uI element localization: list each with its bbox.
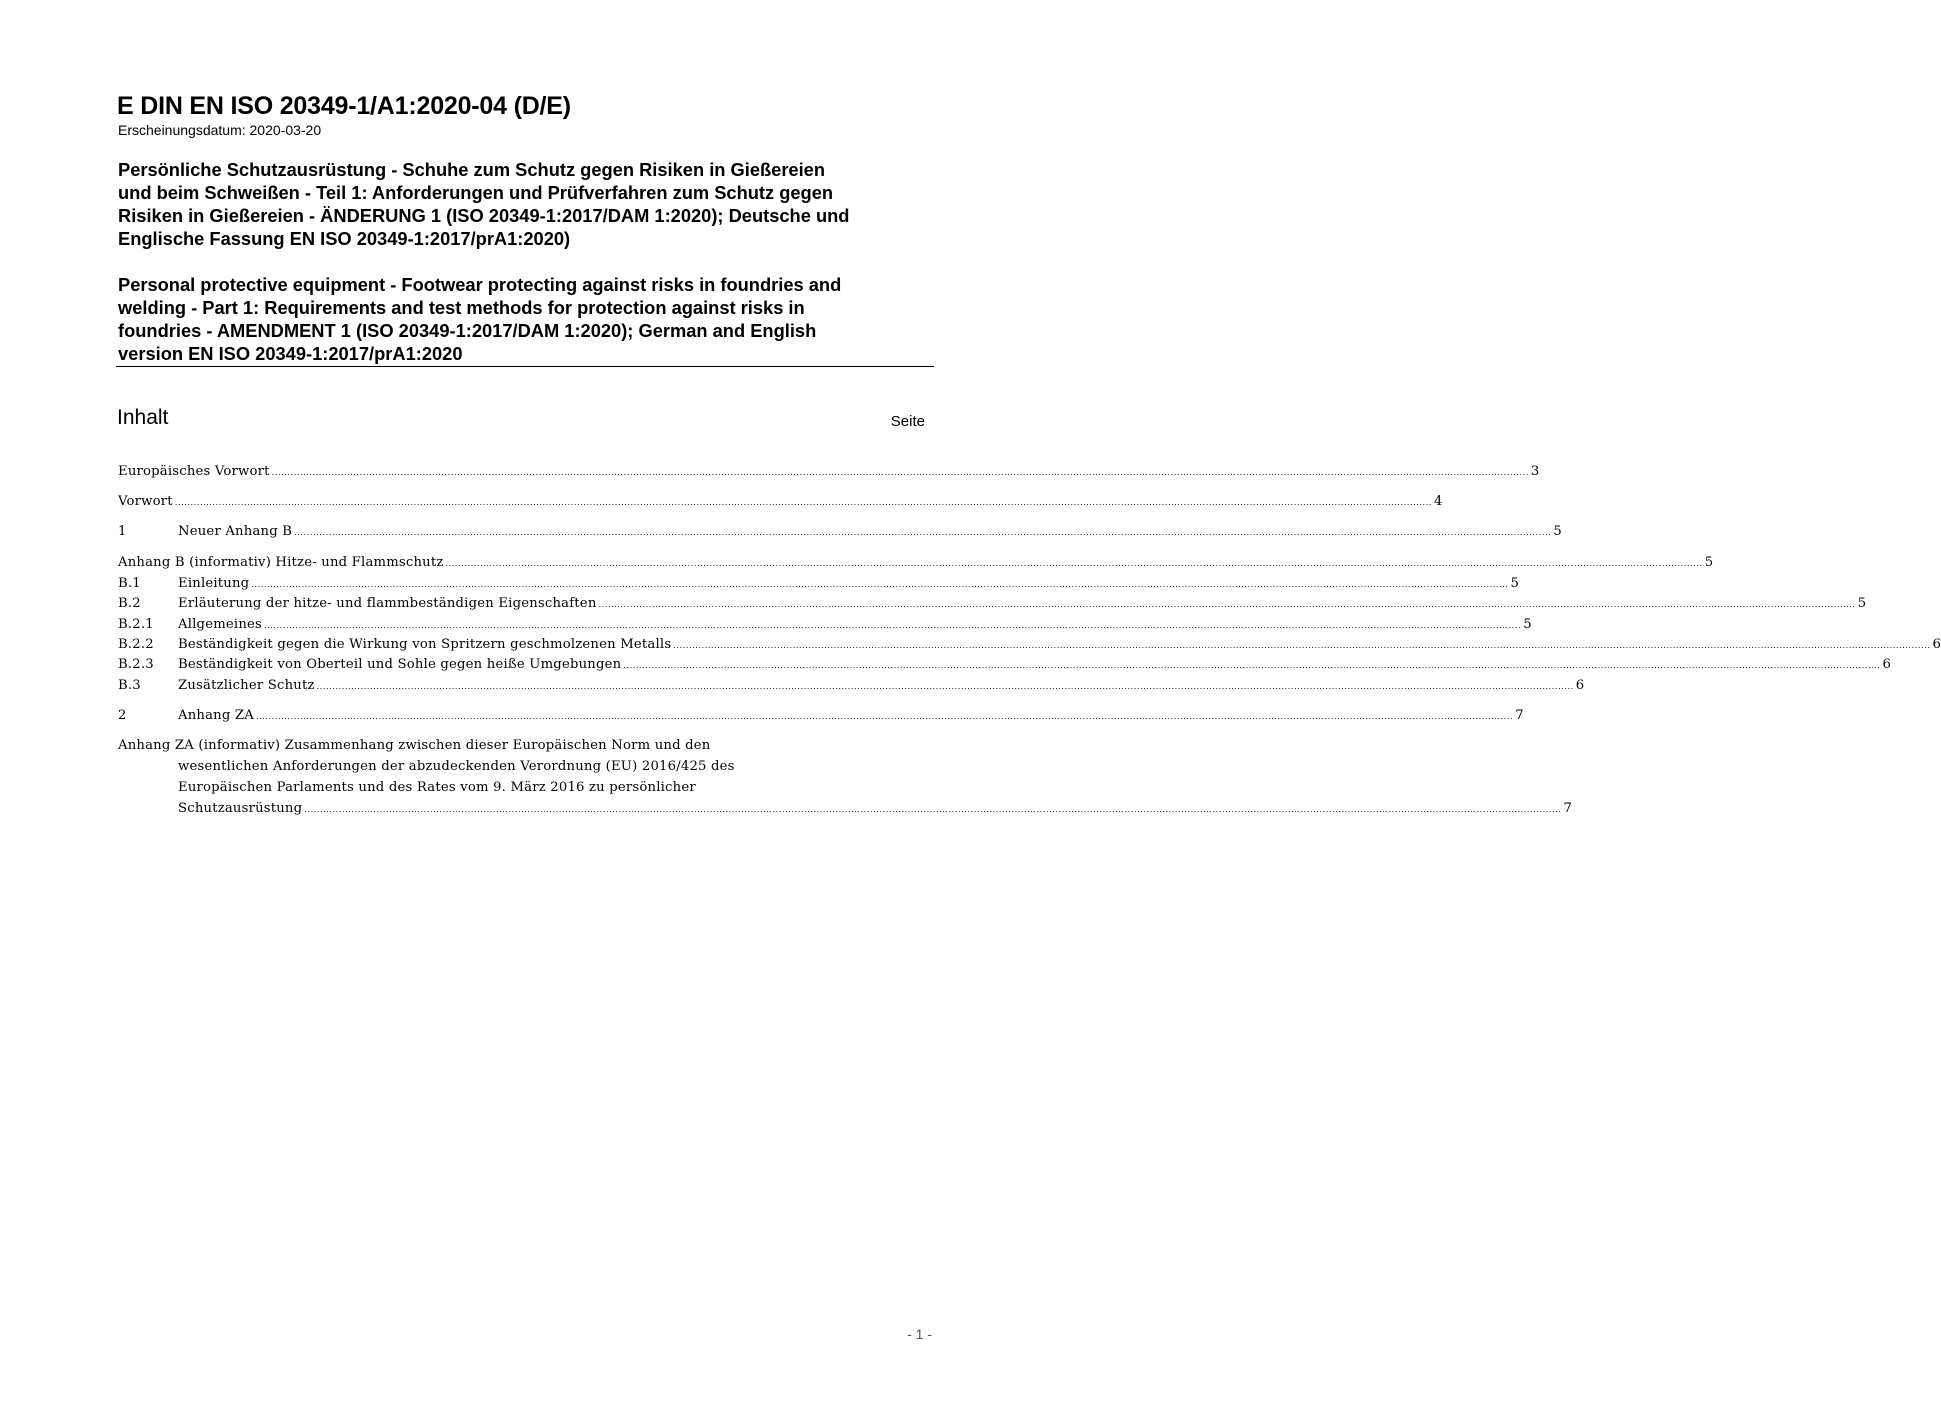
toc-entry-label: Beständigkeit gegen die Wirkung von Spritzern geschmolzenen Metalls <box>178 637 672 652</box>
toc-entry[interactable] <box>118 678 1585 698</box>
page-number: - 1 - <box>907 1326 932 1342</box>
toc-leader: ................................................................................................................................................................................................................................................................................................................................................................................................................ <box>271 468 1529 477</box>
title-german-line: und beim Schweißen - Teil 1: Anforderungen und Prüfverfahren zum Schutz gegen <box>118 182 834 203</box>
toc-entry-page: 5 <box>1857 596 1867 611</box>
document-id: E DIN EN ISO 20349-1/A1:2020-04 (D/E) <box>117 92 571 120</box>
toc-entry-page: 5 <box>1523 617 1532 632</box>
toc-entry-page: 5 <box>1510 576 1520 591</box>
toc-entry[interactable] <box>118 637 1941 657</box>
toc-entry-number: B.3 <box>118 678 141 693</box>
toc-entry[interactable] <box>118 657 1892 677</box>
toc-leader: ................................................................................................................................................................................................................................................................................................................................................................................................................ <box>445 559 1703 568</box>
toc-entry-number: B.2.3 <box>118 657 154 672</box>
toc-entry-number: B.2.2 <box>118 637 154 652</box>
toc-leader: ................................................................................................................................................................................................................................................................................................................................................................................................................ <box>264 621 1522 630</box>
toc-leader: ................................................................................................................................................................................................................................................................................................................................................................................................................ <box>251 580 1509 589</box>
toc-entry-label: Allgemeines <box>178 617 262 632</box>
toc-entry-number: B.2 <box>118 596 141 611</box>
toc-entry-number: B.1 <box>118 576 141 591</box>
toc-entry-label: Anhang B (informativ) Hitze- und Flammschutz <box>118 555 444 570</box>
toc-entry-page: 7 <box>1515 708 1524 723</box>
toc-leader: ................................................................................................................................................................................................................................................................................................................................................................................................................ <box>598 600 1856 609</box>
toc-entry-page: 3 <box>1530 464 1540 479</box>
toc-entry-label-continued: wesentlichen Anforderungen der abzudeckenden Verordnung (EU) 2016/425 des <box>178 759 735 774</box>
toc-entry-label: Europäisches Vorwort <box>118 464 270 479</box>
title-english <box>118 273 933 365</box>
toc-entry-label: Zusätzlicher Schutz <box>178 678 315 693</box>
toc-leader: ................................................................................................................................................................................................................................................................................................................................................................................................................ <box>174 498 1432 507</box>
title-english-line: version EN ISO 20349-1:2017/prA1:2020 <box>118 343 463 364</box>
toc-entry[interactable] <box>118 596 1867 616</box>
toc-entry[interactable] <box>118 617 1532 637</box>
toc-entry-page: 6 <box>1932 637 1941 652</box>
title-german-line: Englische Fassung EN ISO 20349-1:2017/prA1:2020) <box>118 228 571 249</box>
toc-entry-label: Beständigkeit von Oberteil und Sohle gegen heiße Umgebungen <box>178 657 622 672</box>
toc-page-column-label: Seite <box>890 413 925 430</box>
toc-entry-number: B.2.1 <box>118 617 154 632</box>
toc-entry[interactable] <box>118 708 1524 728</box>
toc-entry-page: 6 <box>1575 678 1585 693</box>
toc-entry-label-continued: Schutzausrüstung <box>178 801 303 816</box>
toc-leader: ................................................................................................................................................................................................................................................................................................................................................................................................................ <box>316 682 1574 691</box>
toc-entry[interactable] <box>118 555 1714 575</box>
toc-entry[interactable] <box>118 464 1540 484</box>
toc-entry-label: Erläuterung der hitze- und flammbeständigen Eigenschaften <box>178 596 597 611</box>
toc-leader: ................................................................................................................................................................................................................................................................................................................................................................................................................ <box>304 805 1562 814</box>
title-divider <box>116 366 934 367</box>
toc-entry-label: Neuer Anhang B <box>178 524 293 539</box>
toc-entry-number: 1 <box>118 524 127 539</box>
toc-entry-page: 5 <box>1704 555 1714 570</box>
toc-entry-last-line <box>118 801 1573 822</box>
toc-entry-annex-za[interactable] <box>118 738 1573 822</box>
publication-date: Erscheinungsdatum: 2020-03-20 <box>118 122 322 138</box>
toc-entry[interactable] <box>118 524 1562 544</box>
toc-leader: ................................................................................................................................................................................................................................................................................................................................................................................................................ <box>256 712 1514 721</box>
toc-entry-label-continued: Europäischen Parlaments und des Rates vom 9. März 2016 zu persönlicher <box>178 780 696 795</box>
title-german-line: Persönliche Schutzausrüstung - Schuhe zum Schutz gegen Risiken in Gießereien <box>118 159 826 180</box>
toc-leader: ................................................................................................................................................................................................................................................................................................................................................................................................................ <box>294 528 1552 537</box>
toc-heading: Inhalt <box>117 406 169 429</box>
toc-entry[interactable] <box>118 494 1443 514</box>
title-english-line: Personal protective equipment - Footwear protecting against risks in foundries and <box>118 274 842 295</box>
toc-entry-page: 7 <box>1563 801 1573 816</box>
toc-entry-number: 2 <box>118 708 127 723</box>
toc-entry-label: Anhang ZA (informativ) Zusammenhang zwischen dieser Europäischen Norm und den <box>118 738 711 753</box>
toc-entry-label: Einleitung <box>178 576 250 591</box>
toc-leader: ................................................................................................................................................................................................................................................................................................................................................................................................................ <box>673 641 1931 650</box>
title-english-line: foundries - AMENDMENT 1 (ISO 20349-1:2017/DAM 1:2020); German and English <box>118 320 817 341</box>
toc-entry-page: 4 <box>1433 494 1443 509</box>
title-german-line: Risiken in Gießereien - ÄNDERUNG 1 (ISO 20349-1:2017/DAM 1:2020); Deutsche und <box>118 205 850 226</box>
toc-entry-page: 5 <box>1553 524 1562 539</box>
title-german <box>118 158 933 250</box>
title-english-line: welding - Part 1: Requirements and test methods for protection against risks in <box>118 297 805 318</box>
toc-entry-label: Vorwort <box>118 494 173 509</box>
toc-leader: ................................................................................................................................................................................................................................................................................................................................................................................................................ <box>623 661 1881 670</box>
toc-entry-label: Anhang ZA <box>178 708 254 723</box>
toc-entry-page: 6 <box>1882 657 1892 672</box>
toc-entry[interactable] <box>118 576 1520 596</box>
